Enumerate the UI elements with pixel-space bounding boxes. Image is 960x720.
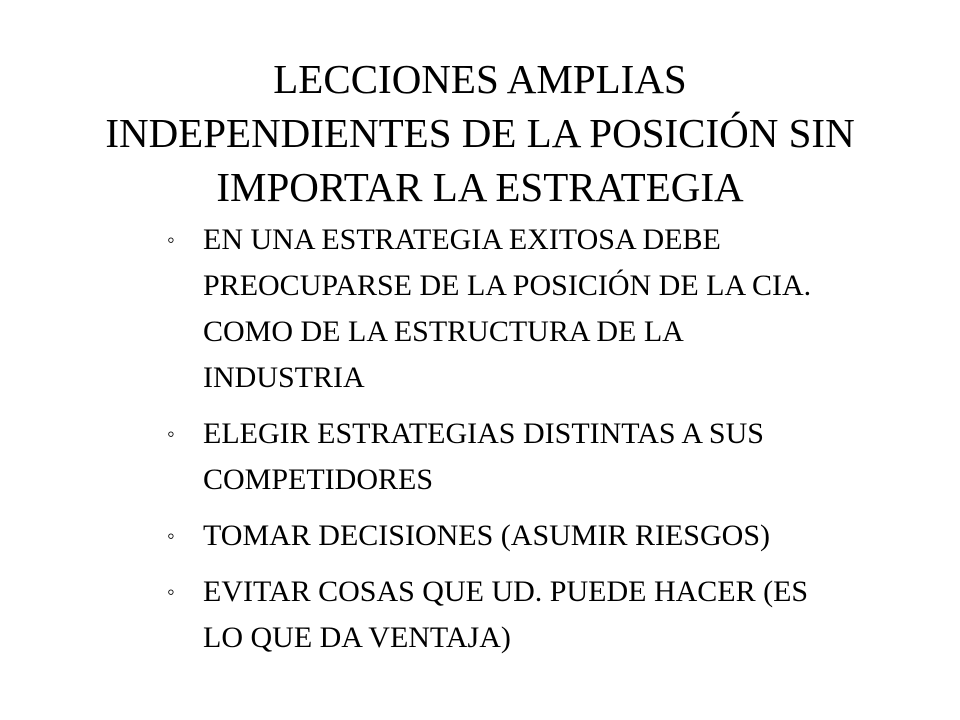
bullet-item xyxy=(163,513,883,559)
bullet-item xyxy=(163,217,883,401)
bullet-line: EVITAR COSAS QUE UD. PUEDE HACER (ES xyxy=(203,575,809,608)
bullet-icon: ◦ xyxy=(167,227,175,252)
bullet-icon: ◦ xyxy=(167,421,175,446)
bullet-item xyxy=(163,569,883,661)
bullet-text xyxy=(203,569,883,661)
bullet-icon: ◦ xyxy=(167,579,175,604)
title-line: INDEPENDIENTES DE LA POSICIÓN SIN xyxy=(105,110,855,156)
bullet-line: LO QUE DA VENTAJA) xyxy=(203,621,511,654)
title-line: LECCIONES AMPLIAS xyxy=(273,56,687,102)
bullet-line: INDUSTRIA xyxy=(203,361,365,394)
bullet-text xyxy=(203,411,883,503)
bullet-list xyxy=(163,217,883,671)
title-line: IMPORTAR LA ESTRATEGIA xyxy=(216,164,744,210)
bullet-text xyxy=(203,217,883,401)
bullet-text xyxy=(203,513,883,559)
bullet-line: ELEGIR ESTRATEGIAS DISTINTAS A SUS xyxy=(203,417,764,450)
bullet-line: EN UNA ESTRATEGIA EXITOSA DEBE xyxy=(203,223,721,256)
bullet-line: TOMAR DECISIONES (ASUMIR RIESGOS) xyxy=(203,519,770,552)
slide-title xyxy=(60,52,900,214)
bullet-icon: ◦ xyxy=(167,523,175,548)
bullet-line: PREOCUPARSE DE LA POSICIÓN DE LA CIA. xyxy=(203,269,812,302)
bullet-line: COMO DE LA ESTRUCTURA DE LA xyxy=(203,315,684,348)
bullet-item xyxy=(163,411,883,503)
bullet-line: COMPETIDORES xyxy=(203,463,434,496)
